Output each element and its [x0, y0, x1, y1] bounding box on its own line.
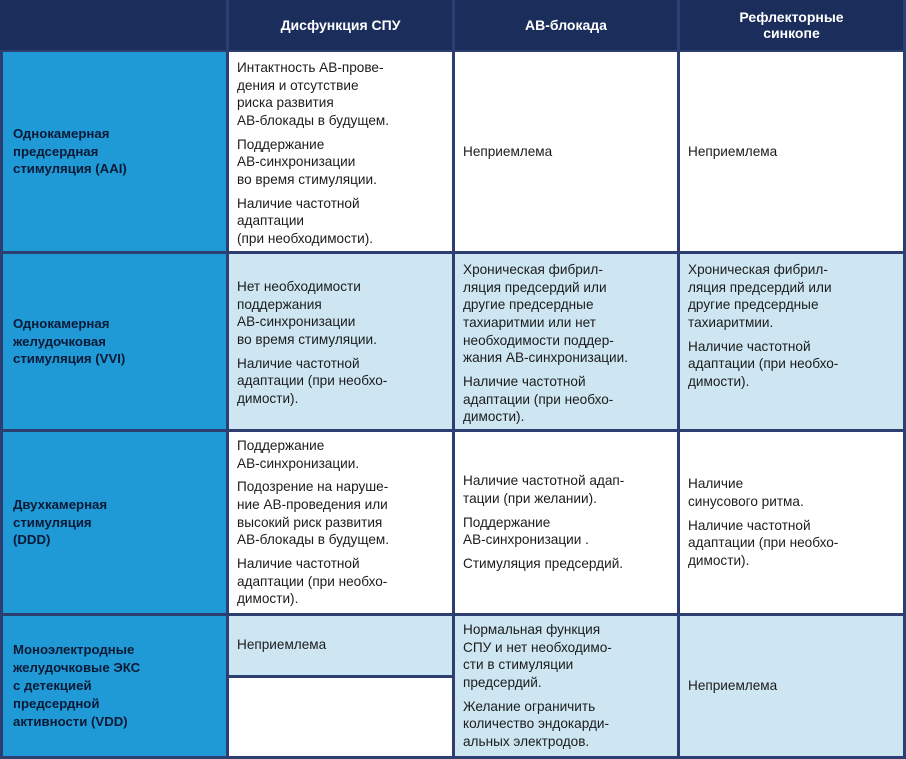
cell-paragraph: Наличие частотной адаптации (при необхо- димости). [237, 355, 388, 407]
cell-paragraph: Хроническая фибрил- ляция предсердий или другие предсердные тахиаритмии или нет необходимости поддер- жания АВ-синхронизации. [463, 262, 629, 366]
header-sinus-node-dysfunction [229, 0, 452, 50]
cell-paragraph: Хроническая фибрил- ляция предсердий или другие предсердные тахиаритмии. [688, 262, 832, 331]
cell-paragraph: Стимуляция предсердий. [463, 556, 624, 571]
cell-paragraph: Наличие частотной адаптации (при необходимости). [237, 195, 374, 247]
header-col1-text: Дисфункция СПУ [280, 16, 401, 33]
cell-ddd-sinus [229, 432, 452, 613]
cell-vvi-avblock [455, 254, 677, 429]
cell-vdd-sinus-empty [229, 678, 452, 756]
row-label-text: Моноэлектродные желудочковые ЭКС с детекцией предсердной активности (VDD) [13, 642, 141, 729]
row-label-vvi [3, 254, 226, 429]
cell-paragraph: Наличие частотной адап- тации (при желании). [463, 473, 625, 506]
row-label-vdd [3, 616, 226, 756]
row-label-ddd [3, 432, 226, 613]
cell-paragraph: Наличие частотной адаптации (при необхо- димости). [688, 517, 839, 568]
cell-paragraph: Неприемлема [237, 637, 327, 652]
cell-paragraph: Поддержание АВ-синхронизации. [237, 438, 360, 471]
cell-paragraph: Неприемлема [463, 143, 553, 159]
cell-paragraph: Наличие частотной адаптации (при необхо- димости). [688, 338, 839, 390]
row-label-aai [3, 52, 226, 251]
cell-aai-avblock [455, 52, 677, 251]
cell-paragraph: Нормальная функция СПУ и нет необходимо- сти в стимуляции предсердий. [463, 622, 612, 691]
cell-vdd-syncope [680, 616, 903, 756]
cell-vdd-avblock [455, 616, 677, 756]
cell-ddd-avblock [455, 432, 677, 613]
cell-paragraph: Подозрение на наруше- ние АВ-проведения или высокий риск развития АВ-блокады в будущем. [237, 479, 390, 548]
cell-paragraph: Наличие частотной адаптации (при необхо- димости). [463, 374, 614, 425]
cell-paragraph: Наличие синусового ритма. [688, 476, 804, 509]
row-label-text: Двухкамерная стимуляция (DDD) [13, 496, 108, 548]
cell-vvi-sinus [229, 254, 452, 429]
cell-paragraph: Поддержание АВ-синхронизации во время стимуляции. [237, 136, 377, 188]
cell-vdd-sinus [229, 616, 452, 675]
header-corner [0, 0, 226, 50]
cell-paragraph: Поддержание АВ-синхронизации . [463, 514, 589, 548]
cell-paragraph: Нет необходимости поддержания АВ-синхронизации во время стимуляции. [237, 279, 377, 348]
cell-paragraph: Неприемлема [688, 143, 778, 159]
cell-paragraph: Неприемлема [688, 678, 778, 694]
header-col2-text: АВ-блокада [525, 16, 607, 33]
header-reflex-syncope [680, 0, 903, 50]
cell-aai-sinus [229, 52, 452, 251]
cell-paragraph: Интактность АВ-прове- дения и отсутствие риска развития АВ-блокады в будущем. [237, 60, 390, 129]
row-label-text: Однокамерная желудочковая стимуляция (VVI) [13, 315, 126, 367]
cell-paragraph: Желание ограничить количество эндокарди- альных электродов. [463, 698, 609, 750]
cell-aai-syncope [680, 52, 903, 251]
cell-paragraph: Наличие частотной адаптации (при необхо- димости). [237, 556, 388, 607]
cell-ddd-syncope [680, 432, 903, 613]
header-col3-text: Рефлекторные синкопе [739, 8, 844, 41]
header-av-block [455, 0, 677, 50]
row-label-text: Однокамерная предсердная стимуляция (AAI) [13, 125, 127, 177]
cell-vvi-syncope [680, 254, 903, 429]
